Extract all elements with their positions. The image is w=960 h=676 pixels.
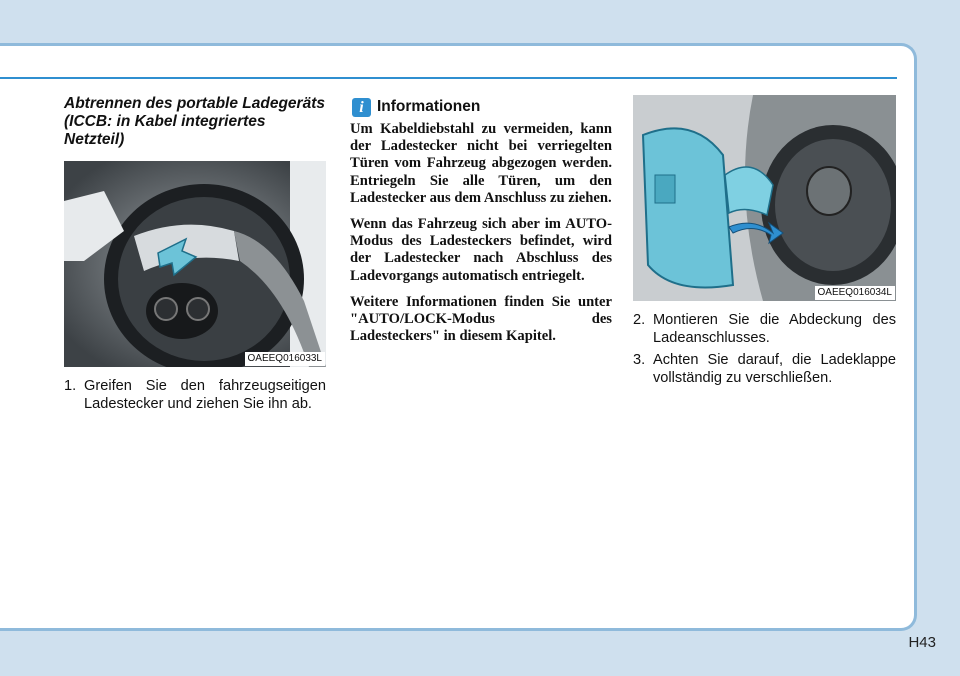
step-list xyxy=(64,377,326,413)
info-column xyxy=(350,95,612,354)
section-title: Abtrennen des portable Ladegeräts (ICCB: in Kabel integriertes Netzteil) xyxy=(64,95,325,148)
step-item xyxy=(633,351,896,387)
port-cover-illustration xyxy=(633,95,896,301)
left-column xyxy=(64,95,326,417)
step-text: Montieren Sie die Abdeckung des Ladeanschlusses. xyxy=(653,312,896,346)
charger-unplug-photo xyxy=(64,161,326,367)
step-item xyxy=(64,377,326,413)
step-item xyxy=(633,311,896,347)
info-paragraph: Weitere Informationen finden Sie unter "AUTO/LOCK-Modus des Ladesteckers" in diesem Kapitel. xyxy=(350,293,612,345)
info-title: Informationen xyxy=(377,98,481,115)
right-column xyxy=(633,95,896,391)
charger-unplug-illustration xyxy=(64,161,326,367)
info-paragraph: Wenn das Fahrzeug sich aber im AUTO-Modus des Ladesteckers befindet, wird der Ladestecker nach Abschluss des Ladevorgangs automatisch entriegelt. xyxy=(350,216,612,284)
port-cover-photo xyxy=(633,95,896,301)
step-list xyxy=(633,311,896,387)
info-paragraph: Um Kabeldiebstahl zu vermeiden, kann der Ladestecker nicht bei verriegelten Türen vom Fahrzeug abgezogen werden. Entriegeln Sie alle Türen, um den Ladestecker aus dem Anschluss zu ziehen. xyxy=(350,121,612,206)
info-icon: i xyxy=(352,98,371,117)
header-rule xyxy=(0,77,897,79)
page-number: H43 xyxy=(908,634,936,651)
info-header xyxy=(350,95,612,119)
step-text: Greifen Sie den fahrzeugseitigen Ladestecker und ziehen Sie ihn ab. xyxy=(84,378,326,412)
image-code: OAEEQ016034L xyxy=(815,286,896,300)
step-number: 2. xyxy=(633,312,646,328)
step-number: 1. xyxy=(64,378,77,394)
step-number: 3. xyxy=(633,352,646,368)
image-code: OAEEQ016033L xyxy=(245,352,326,366)
step-text: Achten Sie darauf, die Ladeklappe vollständig zu verschließen. xyxy=(653,352,896,386)
